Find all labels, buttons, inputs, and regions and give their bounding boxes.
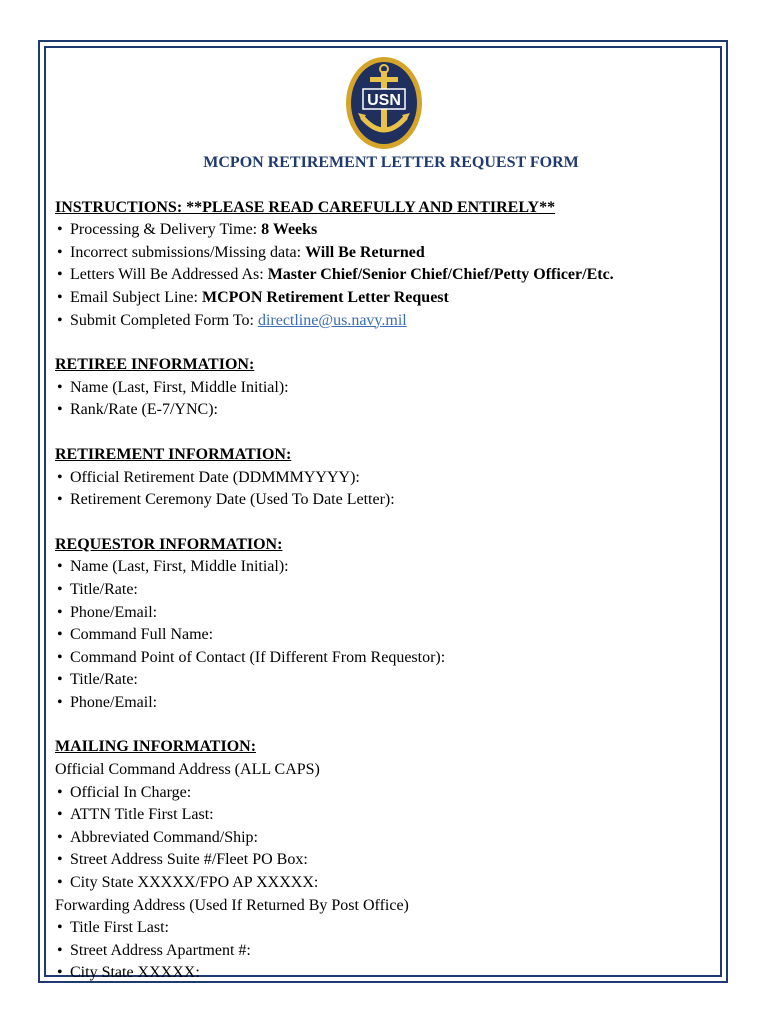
official-address-list (55, 782, 715, 895)
official-address-label: Official Command Address (ALL CAPS) (55, 761, 320, 779)
retiree-list (55, 377, 715, 422)
requestor-list (55, 556, 715, 714)
list-item: • Street Address Suite #/Fleet PO Box: (55, 849, 715, 872)
list-item: • Title/Rate: (55, 669, 715, 692)
list-item: • ATTN Title First Last: (55, 804, 715, 827)
list-item: • Retirement Ceremony Date (Used To Date Letter): (55, 489, 715, 512)
mailing-heading: MAILING INFORMATION: (55, 738, 257, 756)
list-item: • Processing & Delivery Time: 8 Weeks (55, 219, 715, 242)
list-item: • Official Retirement Date (DDMMMYYYY): (55, 467, 715, 490)
list-item: • Title/Rate: (55, 579, 715, 602)
list-item: • Submit Completed Form To: directline@us.navy.mil (55, 310, 715, 333)
form-content (55, 152, 715, 985)
usn-insignia-logo (344, 55, 424, 151)
requestor-heading: REQUESTOR INFORMATION: (55, 535, 283, 553)
list-item: • Command Full Name: (55, 624, 715, 647)
email-link[interactable]: directline@us.navy.mil (257, 311, 407, 329)
list-item: • Street Address Apartment #: (55, 940, 715, 963)
page-title: MCPON RETIREMENT LETTER REQUEST FORM (203, 154, 579, 171)
instructions-list (55, 219, 715, 332)
list-item: • Phone/Email: (55, 692, 715, 715)
list-item: • Letters Will Be Addressed As: Master Chief/Senior Chief/Chief/Petty Officer/Etc. (55, 264, 715, 287)
list-item: • Abbreviated Command/Ship: (55, 827, 715, 850)
list-item: • Phone/Email: (55, 602, 715, 625)
anchor-insignia-icon (344, 55, 424, 151)
list-item: • Email Subject Line: MCPON Retirement Letter Request (55, 287, 715, 310)
list-item: • Name (Last, First, Middle Initial): (55, 377, 715, 400)
list-item: • Title First Last: (55, 917, 715, 940)
list-item: • Name (Last, First, Middle Initial): (55, 556, 715, 579)
list-item: • City State XXXXX/FPO AP XXXXX: (55, 872, 715, 895)
list-item: • Rank/Rate (E-7/YNC): (55, 399, 715, 422)
retiree-heading: RETIREE INFORMATION: (55, 356, 255, 374)
forwarding-address-label: Forwarding Address (Used If Returned By Post Office) (55, 896, 409, 914)
list-item: • City State XXXXX: (55, 962, 715, 985)
list-item: • Official In Charge: (55, 782, 715, 805)
retirement-heading: RETIREMENT INFORMATION: (55, 445, 292, 463)
instructions-heading: INSTRUCTIONS: **PLEASE READ CAREFULLY AND ENTIRELY** (55, 198, 556, 216)
retirement-list (55, 467, 715, 512)
list-item: • Command Point of Contact (If Different From Requestor): (55, 647, 715, 670)
list-item: • Incorrect submissions/Missing data: Will Be Returned (55, 242, 715, 265)
svg-text:USN: USN (367, 92, 401, 109)
forwarding-address-list (55, 917, 715, 985)
